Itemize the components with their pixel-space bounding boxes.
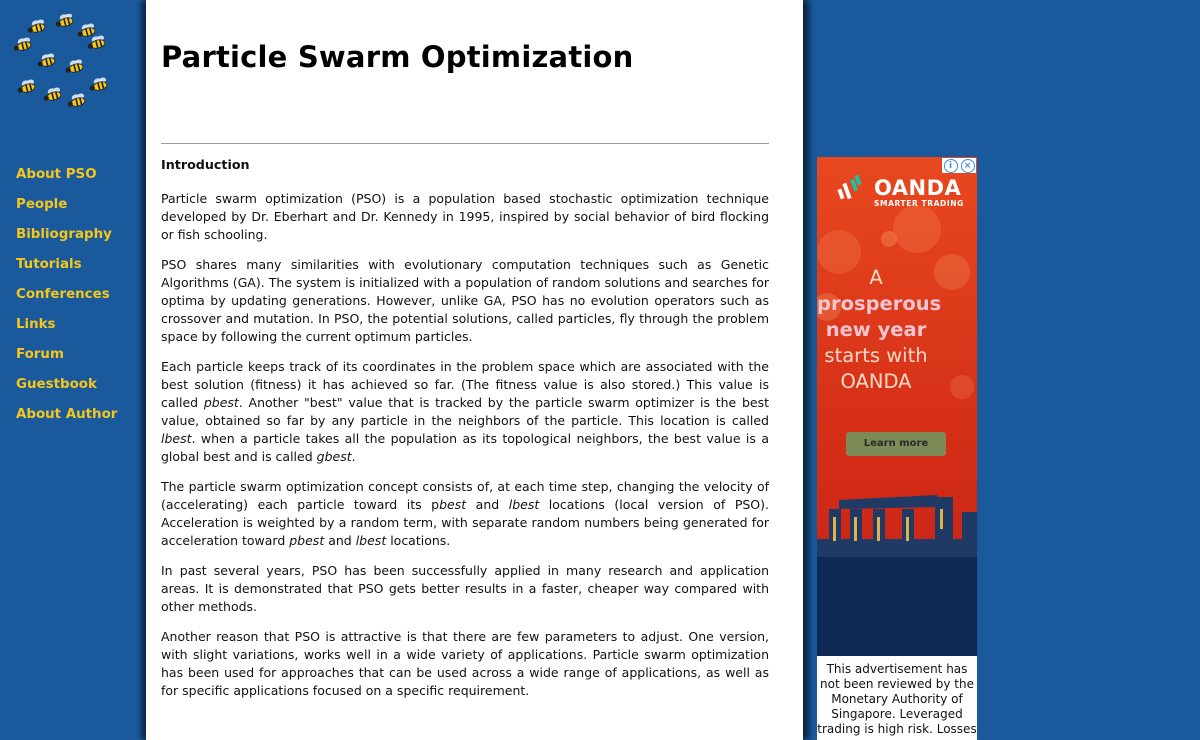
bee-icon bbox=[64, 58, 85, 74]
bee-icon bbox=[16, 78, 37, 94]
sidebar bbox=[0, 0, 140, 740]
ad-headline-line: prosperous bbox=[817, 292, 942, 315]
sidebar-item-people[interactable]: People bbox=[16, 197, 68, 212]
ad-headline-line: starts with bbox=[824, 344, 928, 367]
sidebar-item-guestbook[interactable]: Guestbook bbox=[16, 377, 97, 392]
paragraph: In past several years, PSO has been successfully applied in many research and application areas. It is demonstrated that PSO gets better results in a faster, cheaper way compared with other methods. bbox=[161, 563, 769, 614]
info-icon[interactable]: i bbox=[944, 159, 958, 173]
bee-icon bbox=[66, 92, 87, 108]
text-run: and bbox=[324, 533, 356, 548]
text-run: The particle swarm optimization concept consists of, at each time step, changing the velocity of (accelerating) each particle toward its p bbox=[161, 479, 769, 512]
paragraph bbox=[161, 358, 769, 466]
bee-swarm-logo[interactable] bbox=[14, 14, 124, 124]
paragraph: Another reason that PSO is attractive is that there are few parameters to adjust. One version, with slight variations, works well in a wide variety of applications. Particle swarm optimization has been used for approaches that can be used across a wide range of applications, as well as for specific applications focused on a specific requirement. bbox=[161, 629, 769, 698]
ad-learn-more-button[interactable]: Learn more bbox=[846, 432, 946, 456]
paragraph: Particle swarm optimization (PSO) is a population based stochastic optimization technique developed by Dr. Eberhart and Dr. Kennedy in 1995, inspired by social behavior of bird flocking or fish schooling. bbox=[161, 191, 769, 242]
ad-brand: OANDA bbox=[874, 176, 962, 200]
term-pbest: pbest bbox=[203, 395, 239, 410]
bee-icon bbox=[76, 22, 97, 38]
ad-headline-line: new year bbox=[825, 318, 927, 341]
sidebar-item-forum[interactable]: Forum bbox=[16, 347, 64, 362]
term-best: best bbox=[439, 497, 467, 512]
ad-headline-line: OANDA bbox=[840, 370, 912, 393]
text-run: . Another "best" value that is tracked by the particle swarm optimizer is the best value, obtained so far by any particle in the neighbors of the particle. This location is called bbox=[161, 395, 769, 428]
term-pbest: pbest bbox=[289, 533, 325, 548]
bee-icon bbox=[14, 36, 32, 52]
section-heading: Introduction bbox=[161, 157, 250, 172]
ad-disclaimer: This advertisement has not been reviewed by the Monetary Authority of Singapore. Leveraged trading is high risk. Losses bbox=[817, 656, 977, 740]
paragraph: PSO shares many similarities with evolutionary computation techniques such as Genetic Algorithms (GA). The system is initialized with a population of random solutions and searches for optima by updating generations. However, unlike GA, PSO has no evolution operators such as crossover and mutation. In PSO, the potential solutions, called particles, fly through the problem space by following the current optimum particles. bbox=[161, 257, 769, 344]
main-content bbox=[146, 0, 803, 740]
ad-headline-line: A bbox=[869, 266, 883, 289]
ad-headline bbox=[817, 265, 942, 395]
paragraph bbox=[161, 478, 769, 550]
text-run: . when a particle takes all the population as its topological neighbors, the best value is a global best and is called bbox=[161, 431, 769, 464]
advertisement[interactable] bbox=[817, 157, 977, 740]
sidebar-item-links[interactable]: Links bbox=[16, 317, 56, 332]
bee-icon bbox=[54, 14, 75, 29]
text-run: and bbox=[466, 497, 509, 512]
page-title: Particle Swarm Optimization bbox=[161, 40, 634, 74]
divider bbox=[161, 143, 769, 144]
term-lbest: lbest bbox=[161, 431, 192, 446]
sidebar-nav bbox=[16, 163, 117, 433]
ad-tagline: SMARTER TRADING bbox=[874, 199, 964, 208]
bee-icon bbox=[42, 86, 63, 102]
sidebar-item-bibliography[interactable]: Bibliography bbox=[16, 227, 112, 242]
sidebar-item-conferences[interactable]: Conferences bbox=[16, 287, 110, 302]
text-run: locations. bbox=[386, 533, 451, 548]
article-body bbox=[161, 156, 769, 712]
bee-icon bbox=[36, 52, 57, 68]
sidebar-item-tutorials[interactable]: Tutorials bbox=[16, 257, 82, 272]
text-run: Each particle keeps track of its coordinates in the problem space which are associated with the best solution (fitness) it has achieved so far. (The fitness value is also stored.) This value is called bbox=[161, 359, 769, 410]
close-icon[interactable]: × bbox=[961, 159, 975, 173]
bee-icon bbox=[86, 34, 107, 50]
text-run: locations (local version of PSO). Acceleration is weighted by a random term, with separate random numbers being generated for acceleration toward bbox=[161, 497, 769, 548]
ad-choices[interactable] bbox=[942, 158, 976, 173]
bee-icon bbox=[26, 18, 47, 34]
text-run: . bbox=[351, 449, 356, 464]
term-gbest: gbest bbox=[316, 449, 352, 464]
term-lbest: lbest bbox=[508, 497, 540, 512]
sidebar-item-about-author[interactable]: About Author bbox=[16, 407, 118, 422]
term-lbest: lbest bbox=[355, 533, 387, 548]
sidebar-item-about-pso[interactable]: About PSO bbox=[16, 167, 97, 182]
bee-icon bbox=[88, 76, 109, 92]
